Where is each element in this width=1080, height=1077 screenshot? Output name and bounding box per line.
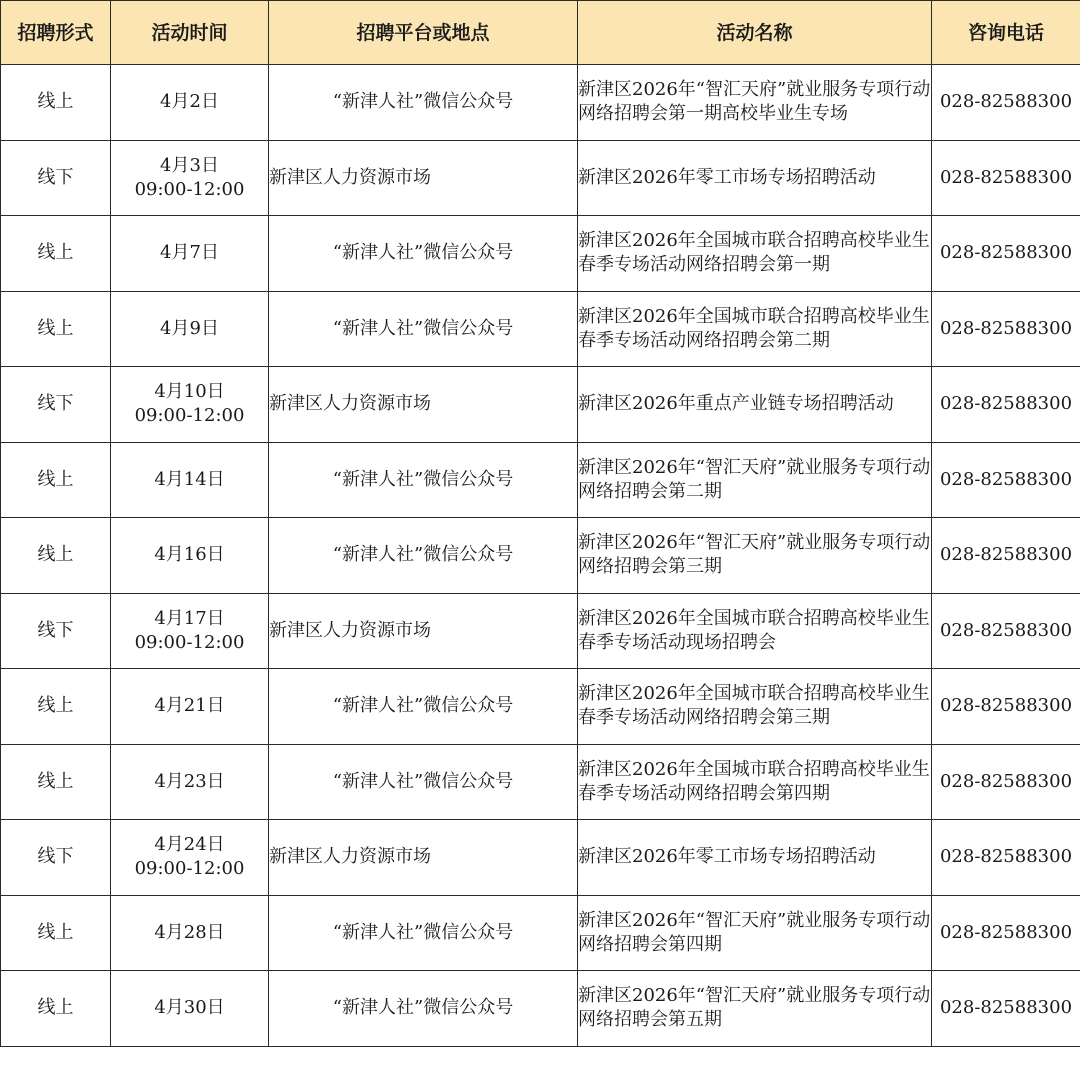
table-row xyxy=(1,820,1080,896)
table-row xyxy=(1,216,1080,292)
cell-time xyxy=(111,367,269,443)
cell-date: 4月21日 xyxy=(154,695,225,717)
cell-place: “新津人社”微信公众号 xyxy=(269,518,578,594)
cell-date: 4月7日 xyxy=(160,242,219,264)
cell-form: 线上 xyxy=(1,744,111,820)
cell-phone: 028-82588300 xyxy=(932,518,1080,594)
cell-date: 4月16日 xyxy=(154,544,225,566)
cell-time xyxy=(111,65,269,141)
cell-time xyxy=(111,593,269,669)
cell-time xyxy=(111,518,269,594)
cell-date: 4月14日 xyxy=(154,468,225,490)
cell-form: 线上 xyxy=(1,895,111,971)
cell-date: 4月17日 xyxy=(154,607,225,629)
cell-place: 新津区人力资源市场 xyxy=(269,593,578,669)
cell-activity-name: 新津区2026年全国城市联合招聘高校毕业生春季专场活动网络招聘会第三期 xyxy=(578,669,932,745)
cell-form: 线上 xyxy=(1,442,111,518)
cell-activity-name: 新津区2026年零工市场专场招聘活动 xyxy=(578,820,932,896)
cell-form: 线上 xyxy=(1,65,111,141)
cell-hours: 09:00-12:00 xyxy=(134,178,245,200)
cell-time xyxy=(111,895,269,971)
cell-hours: 09:00-12:00 xyxy=(134,631,245,653)
cell-form: 线上 xyxy=(1,971,111,1047)
header-activity-time: 活动时间 xyxy=(111,1,269,65)
table-row xyxy=(1,895,1080,971)
header-contact-phone: 咨询电话 xyxy=(932,1,1080,65)
cell-form: 线上 xyxy=(1,518,111,594)
cell-place: “新津人社”微信公众号 xyxy=(269,291,578,367)
cell-place: “新津人社”微信公众号 xyxy=(269,895,578,971)
cell-activity-name: 新津区2026年“智汇天府”就业服务专项行动网络招聘会第三期 xyxy=(578,518,932,594)
cell-phone: 028-82588300 xyxy=(932,593,1080,669)
cell-time xyxy=(111,291,269,367)
table-row xyxy=(1,971,1080,1047)
cell-date: 4月2日 xyxy=(160,91,219,113)
table-row xyxy=(1,744,1080,820)
cell-activity-name: 新津区2026年“智汇天府”就业服务专项行动网络招聘会第二期 xyxy=(578,442,932,518)
cell-form: 线下 xyxy=(1,367,111,443)
cell-form: 线下 xyxy=(1,820,111,896)
cell-time xyxy=(111,744,269,820)
header-platform-or-location: 招聘平台或地点 xyxy=(269,1,578,65)
cell-time xyxy=(111,820,269,896)
cell-form: 线上 xyxy=(1,216,111,292)
cell-phone: 028-82588300 xyxy=(932,744,1080,820)
cell-time xyxy=(111,140,269,216)
cell-date: 4月3日 xyxy=(160,154,219,176)
cell-activity-name: 新津区2026年零工市场专场招聘活动 xyxy=(578,140,932,216)
cell-date: 4月28日 xyxy=(154,921,225,943)
cell-form: 线上 xyxy=(1,669,111,745)
cell-place: “新津人社”微信公众号 xyxy=(269,65,578,141)
cell-place: 新津区人力资源市场 xyxy=(269,367,578,443)
cell-activity-name: 新津区2026年全国城市联合招聘高校毕业生春季专场活动网络招聘会第一期 xyxy=(578,216,932,292)
cell-time xyxy=(111,971,269,1047)
cell-time xyxy=(111,669,269,745)
cell-hours: 09:00-12:00 xyxy=(134,405,245,427)
cell-place: “新津人社”微信公众号 xyxy=(269,669,578,745)
cell-form: 线上 xyxy=(1,291,111,367)
cell-activity-name: 新津区2026年全国城市联合招聘高校毕业生春季专场活动现场招聘会 xyxy=(578,593,932,669)
cell-activity-name: 新津区2026年重点产业链专场招聘活动 xyxy=(578,367,932,443)
table-row xyxy=(1,442,1080,518)
cell-hours: 09:00-12:00 xyxy=(134,858,245,880)
cell-phone: 028-82588300 xyxy=(932,669,1080,745)
table-row xyxy=(1,669,1080,745)
header-row xyxy=(1,1,1080,65)
cell-phone: 028-82588300 xyxy=(932,291,1080,367)
cell-phone: 028-82588300 xyxy=(932,971,1080,1047)
cell-date: 4月23日 xyxy=(154,770,225,792)
cell-place: “新津人社”微信公众号 xyxy=(269,442,578,518)
cell-date: 4月10日 xyxy=(154,381,225,403)
cell-place: “新津人社”微信公众号 xyxy=(269,744,578,820)
header-recruitment-form: 招聘形式 xyxy=(1,1,111,65)
table-row xyxy=(1,291,1080,367)
cell-phone: 028-82588300 xyxy=(932,895,1080,971)
cell-activity-name: 新津区2026年全国城市联合招聘高校毕业生春季专场活动网络招聘会第二期 xyxy=(578,291,932,367)
cell-time xyxy=(111,442,269,518)
cell-place: 新津区人力资源市场 xyxy=(269,820,578,896)
table-row xyxy=(1,367,1080,443)
header-activity-name: 活动名称 xyxy=(578,1,932,65)
cell-phone: 028-82588300 xyxy=(932,216,1080,292)
cell-phone: 028-82588300 xyxy=(932,820,1080,896)
cell-phone: 028-82588300 xyxy=(932,65,1080,141)
table-row xyxy=(1,593,1080,669)
cell-phone: 028-82588300 xyxy=(932,140,1080,216)
table-row xyxy=(1,65,1080,141)
cell-form: 线下 xyxy=(1,140,111,216)
cell-place: “新津人社”微信公众号 xyxy=(269,216,578,292)
cell-phone: 028-82588300 xyxy=(932,442,1080,518)
cell-date: 4月30日 xyxy=(154,997,225,1019)
table-row xyxy=(1,140,1080,216)
table-row xyxy=(1,518,1080,594)
cell-activity-name: 新津区2026年“智汇天府”就业服务专项行动网络招聘会第四期 xyxy=(578,895,932,971)
cell-activity-name: 新津区2026年全国城市联合招聘高校毕业生春季专场活动网络招聘会第四期 xyxy=(578,744,932,820)
cell-date: 4月24日 xyxy=(154,834,225,856)
cell-activity-name: 新津区2026年“智汇天府”就业服务专项行动网络招聘会第一期高校毕业生专场 xyxy=(578,65,932,141)
cell-place: 新津区人力资源市场 xyxy=(269,140,578,216)
cell-place: “新津人社”微信公众号 xyxy=(269,971,578,1047)
cell-date: 4月9日 xyxy=(160,317,219,339)
cell-activity-name: 新津区2026年“智汇天府”就业服务专项行动网络招聘会第五期 xyxy=(578,971,932,1047)
cell-time xyxy=(111,216,269,292)
cell-phone: 028-82588300 xyxy=(932,367,1080,443)
cell-form: 线下 xyxy=(1,593,111,669)
